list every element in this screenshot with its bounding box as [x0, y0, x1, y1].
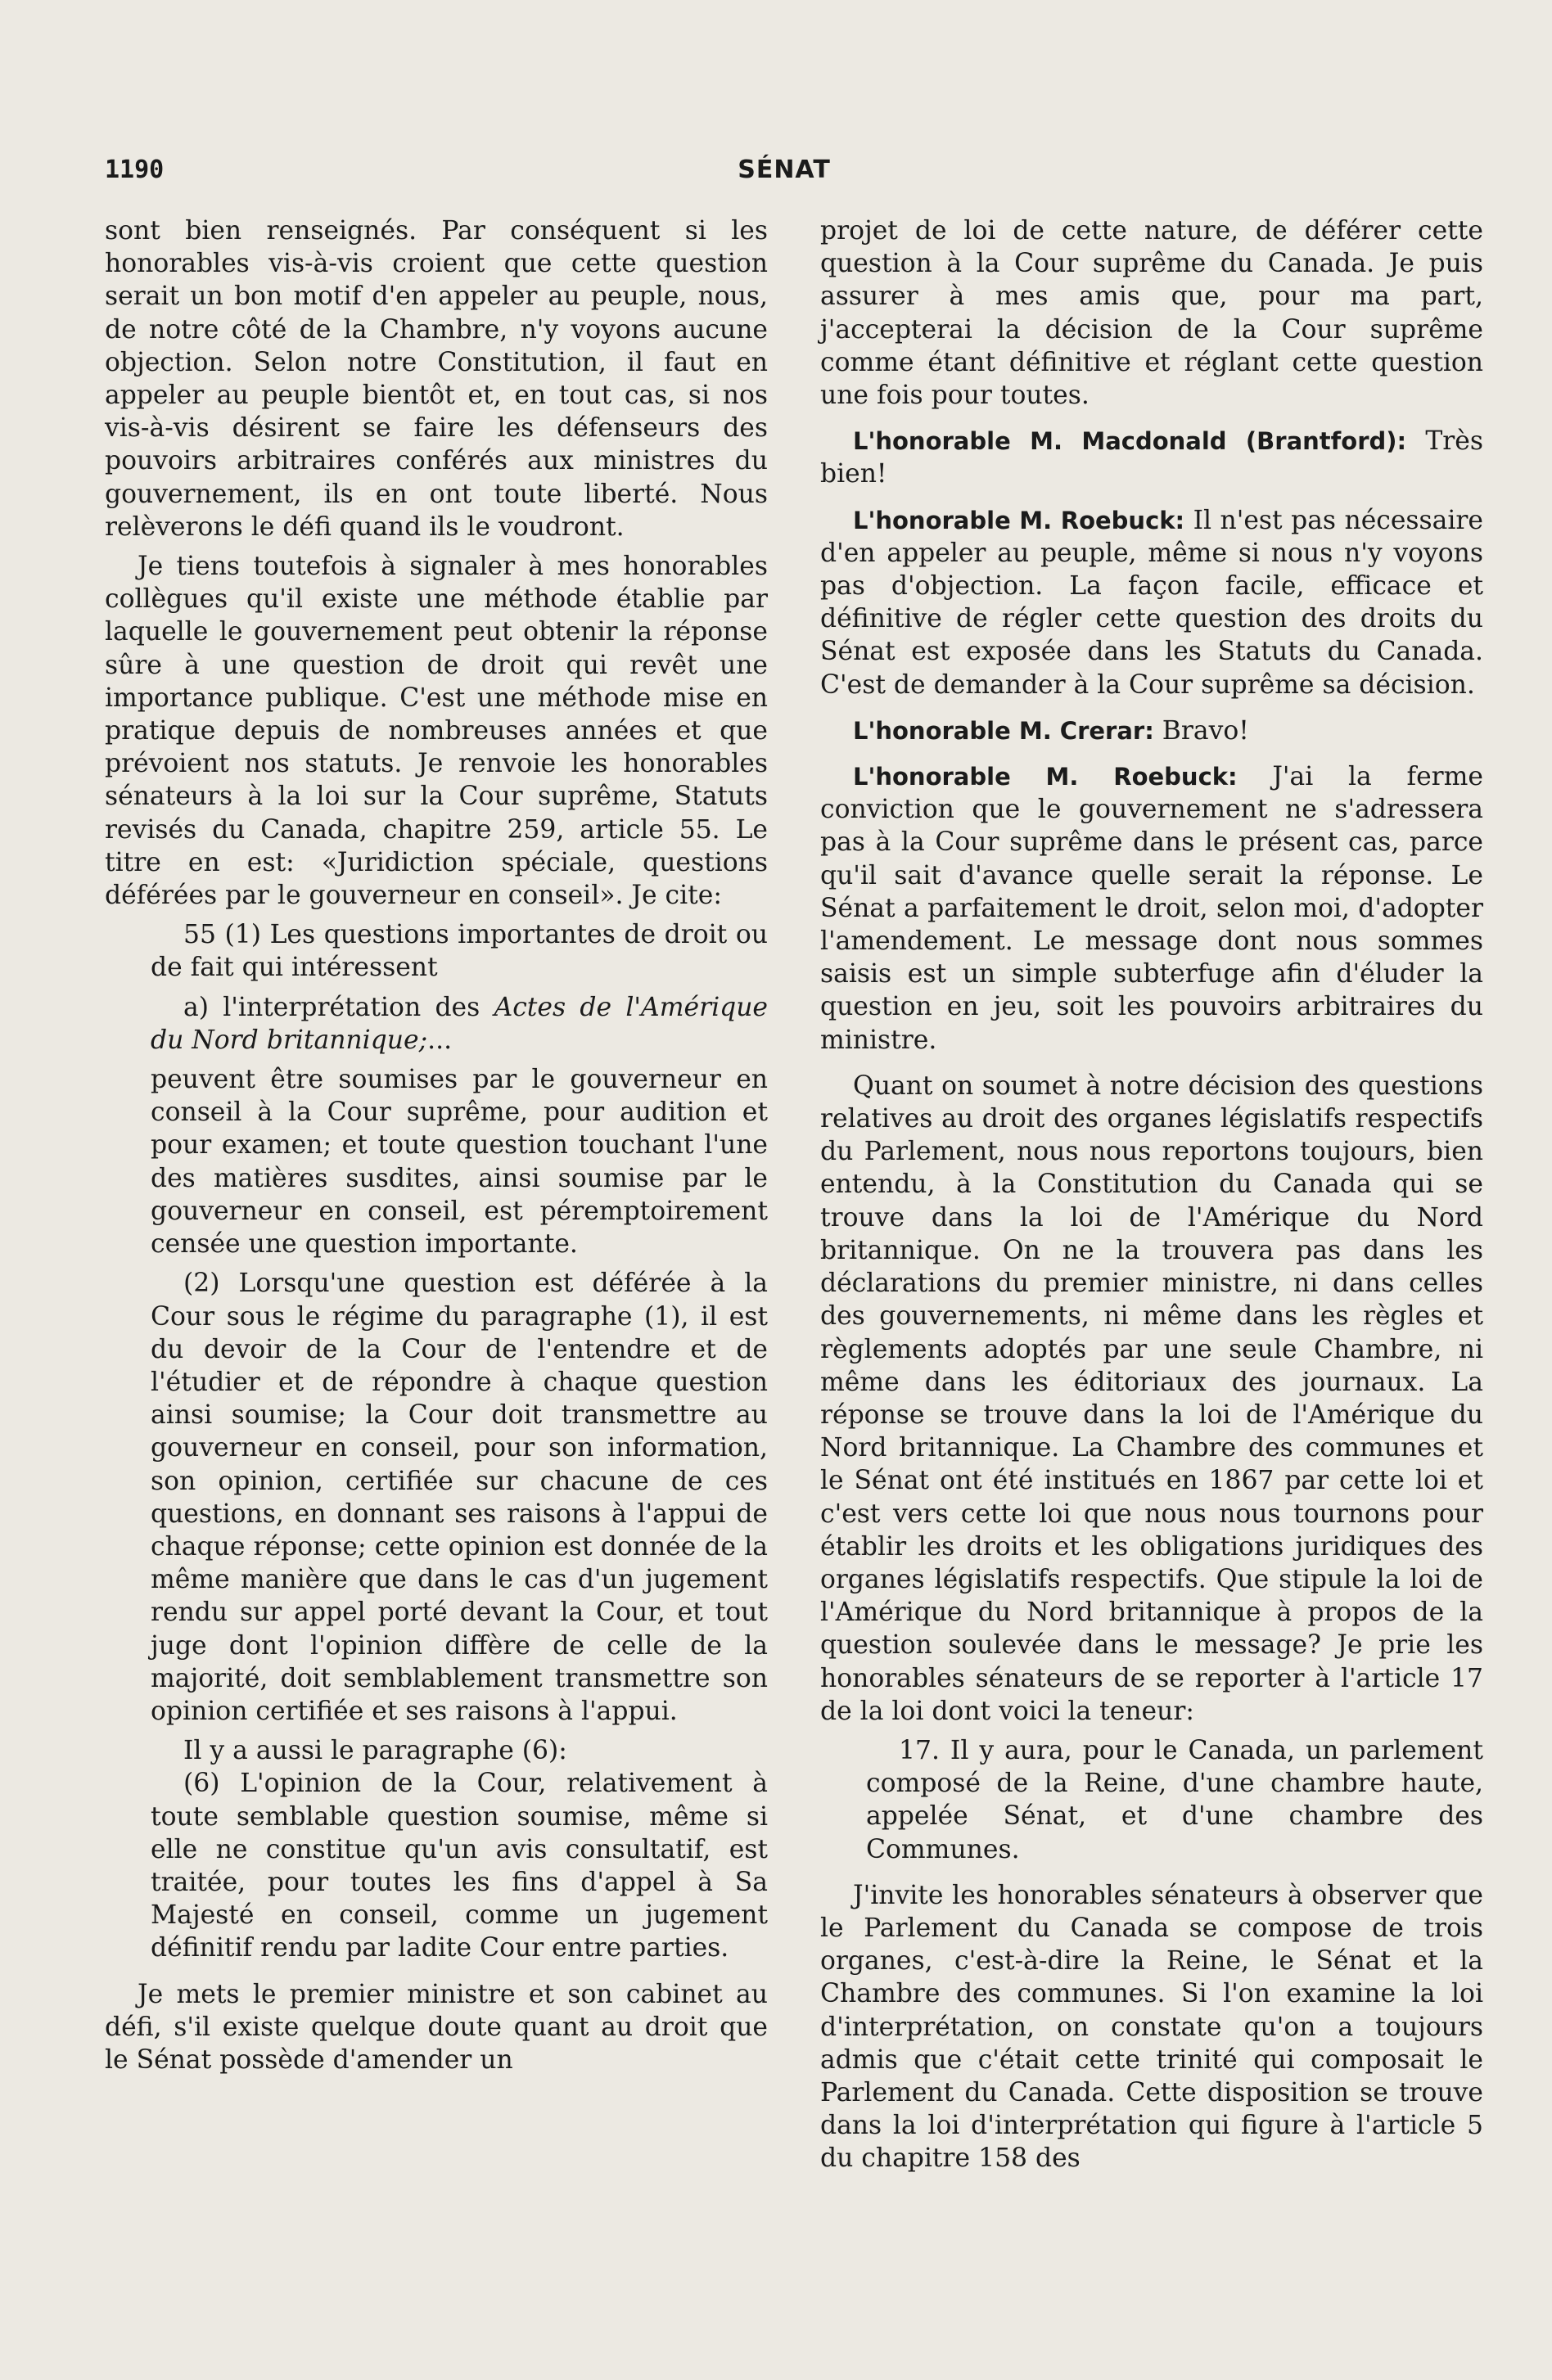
- quoted-statute: 55 (1) Les questions importantes de droit ou de fait qui intéressent: [151, 920, 768, 983]
- statute-title: Actes de l'Amérique du Nord britannique;: [151, 992, 769, 1055]
- speech-text: Très bien!: [820, 426, 1483, 489]
- speaker-name: L'honorable M. Roebuck:: [853, 506, 1185, 534]
- speech-text: Il n'est pas nécessaire d'en appeler au peuple, même si nous n'y voyons pas d'objection. La façon facile, efficace et définitive de régler cette question des droits du Sénat est exposée dans les Statuts du Canada. C'est de demander à la Cour suprême sa décision.: [820, 505, 1483, 700]
- page-number: 1190: [105, 156, 165, 184]
- speech-text: Bravo!: [1153, 715, 1249, 746]
- paragraph: Quant on soumet à notre décision des questions relatives au droit des organes législatifs respectifs du Parlement, nous nous reportons toujours, bien entendu, à la Constitution du Canada qui se trouve dans la loi de l'Amérique du Nord britannique. On ne la trouvera pas dans les déclarations du premier ministre, ni dans celles des gouvernements, ni même dans les règles et règlements adoptés par une seule Chambre, ni même dans les éditoriaux des journaux. La réponse se trouve dans la loi de l'Amérique du Nord britannique. La Chambre des communes et le Sénat ont été institués en 1867 par cette loi et c'est vers cette loi que nous nous tournons pour établir les droits et les obligations juridiques des organes législatifs respectifs. Que stipule la loi de l'Amérique du Nord britannique à propos de la question soulevée dans le message? Je prie les honorables sénateurs de se reporter à l'article 17 de la loi dont voici la teneur:: [820, 1071, 1483, 1726]
- quoted-statute: 17. Il y aura, pour le Canada, un parlement composé de la Reine, d'une chambre haute, appelée Sénat, et d'une chambre des Communes.: [866, 1735, 1483, 1864]
- paragraph: Il y a aussi le paragraphe (6):: [183, 1736, 567, 1766]
- quoted-statute: (6) L'opinion de la Cour, relativement à toute semblable question soumise, même si elle ne constitue qu'un avis consultatif, est traitée, pour toutes les fins d'appel à Sa Majesté en conseil, comme un jugement définitif rendu par ladite Cour entre parties.: [151, 1769, 768, 1963]
- speaker-paragraph: [820, 714, 1483, 747]
- quoted-text: a) l'interprétation des: [183, 992, 494, 1022]
- quoted-statute: (2) Lorsqu'une question est déférée à la Cour sous le régime du paragraphe (1), il est du devoir de la Cour de l'entendre et de l'étudier et de répondre à chaque question ainsi soumise; la Cour doit transmettre au gouverneur en conseil, pour son information, son opinion, certifiée sur chacune de ces questions, en donnant ses raisons à l'appui de chaque réponse; cette opinion est donnée de la même manière que dans le cas d'un jugement rendu sur appel porté devant la Cour, et tout juge dont l'opinion diffère de celle de la majorité, doit semblablement transmettre son opinion certifiée et ses raisons à l'appui.: [151, 1269, 768, 1726]
- speaker-paragraph: [820, 425, 1483, 490]
- quoted-statute: peuvent être soumises par le gouverneur en conseil à la Cour suprême, pour audition et pour examen; et toute question touchant l'une des matières susdites, ainsi soumise par le gouverneur en conseil, est péremptoirement censée une question importante.: [151, 1065, 768, 1260]
- quoted-statute: [105, 991, 768, 1057]
- speaker-name: L'honorable M. Roebuck:: [853, 763, 1238, 791]
- speaker-name: L'honorable M. Macdonald (Brantford):: [853, 427, 1407, 456]
- paragraph: Je tiens toutefois à signaler à mes honorables collègues qu'il existe une méthode établie par laquelle le gouvernement peut obtenir la réponse sûre à une question de droit qui revêt une importance publique. C'est une méthode mise en pratique depuis de nombreuses années et que prévoient nos statuts. Je renvoie les honorables sénateurs à la loi sur la Cour suprême, Statuts revisés du Canada, chapitre 259, article 55. Le titre en est: «Juridiction spéciale, questions déférées par le gouverneur en conseil». Je cite:: [105, 552, 768, 911]
- speaker-name: L'honorable M. Crerar:: [853, 716, 1154, 745]
- quoted-text: ...: [427, 1025, 453, 1055]
- speaker-paragraph: [820, 760, 1483, 1057]
- running-head: SÉNAT: [738, 156, 831, 184]
- page-header: [105, 156, 1464, 195]
- speech-text: J'ai la ferme conviction que le gouvernement ne s'adressera pas à la Cour suprême dans le présent cas, parce qu'il sait d'avance quelle serait la réponse. Le Sénat a parfaitement le droit, selon moi, d'adopter l'amendement. Le message dont nous sommes saisis est un simple subterfuge afin d'éluder la question en jeu, soit les pouvoirs arbitraires du ministre.: [820, 762, 1483, 1055]
- paragraph: J'invite les honorables sénateurs à observer que le Parlement du Canada se compose de trois organes, c'est-à-dire la Reine, le Sénat et la Chambre des communes. Si l'on examine la loi d'interprétation, on constate qu'on a toujours admis que c'était cette trinité qui composait le Parlement du Canada. Cette disposition se trouve dans la loi d'interprétation qui figure à l'article 5 du chapitre 158 des: [820, 1880, 1483, 2174]
- right-column: [820, 214, 1483, 2175]
- paragraph: Je mets le premier ministre et son cabinet au défi, s'il existe quelque doute quant au droit que le Sénat possède d'amender un: [105, 1979, 768, 2075]
- left-column: [105, 214, 768, 2076]
- paragraph: projet de loi de cette nature, de déférer cette question à la Cour suprême du Canada. Je puis assurer à mes amis que, pour ma part, j'accepterai la décision de la Cour suprême comme étant définitive et réglant cette question une fois pour toutes.: [820, 216, 1483, 411]
- paragraph: sont bien renseignés. Par conséquent si les honorables vis-à-vis croient que cette question serait un bon motif d'en appeler au peuple, nous, de notre côté de la Chambre, n'y voyons aucune objection. Selon notre Constitution, il faut en appeler au peuple bientôt et, en tout cas, si nos vis-à-vis désirent se faire les défenseurs des pouvoirs arbitraires conférés aux ministres du gouvernement, ils en ont toute liberté. Nous relèverons le défi quand ils le voudront.: [105, 216, 768, 542]
- speaker-paragraph: [820, 504, 1483, 701]
